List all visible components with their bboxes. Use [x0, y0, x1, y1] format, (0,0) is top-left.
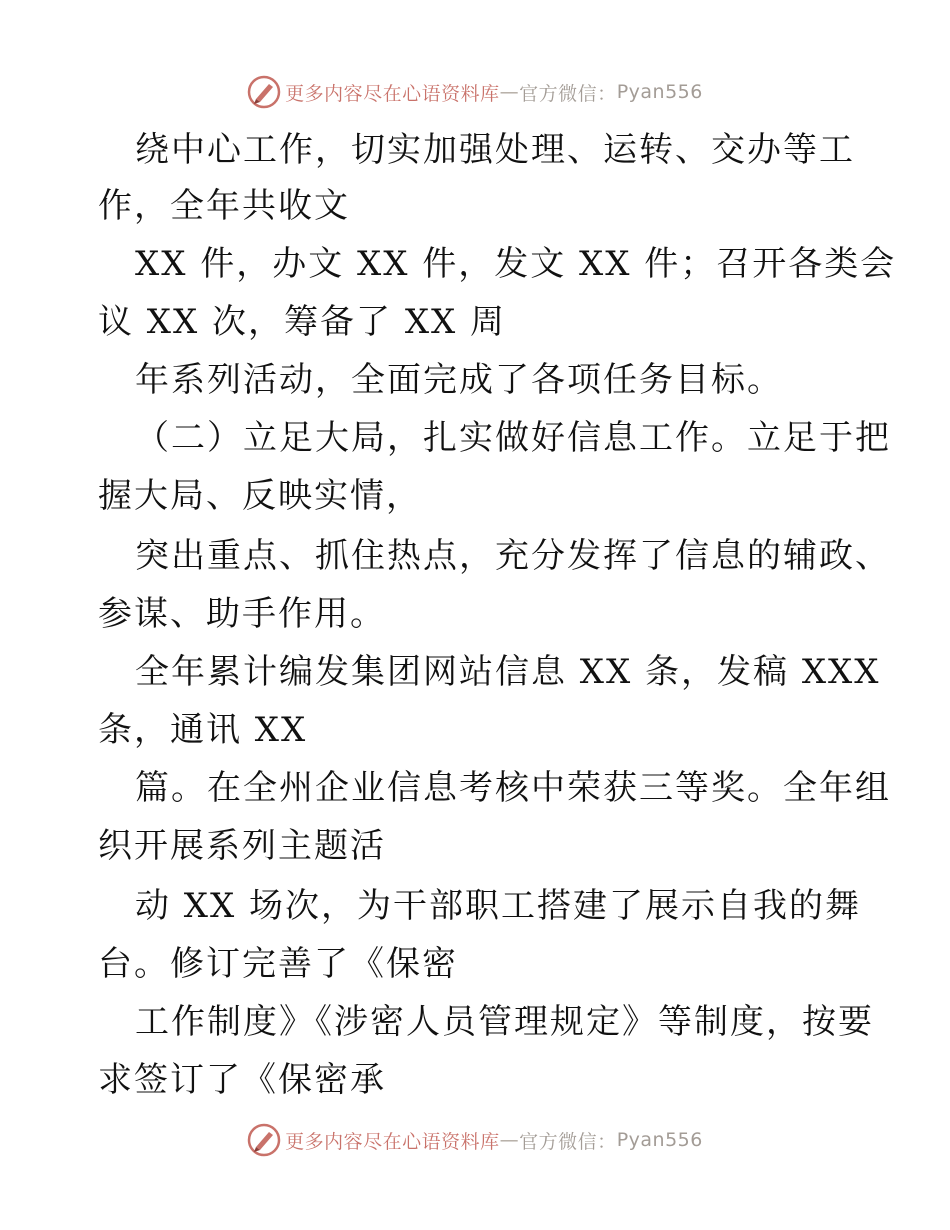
header-watermark	[0, 72, 950, 112]
body-line: XX 件，办文 XX 件，发文 XX 件；召开各类会	[135, 244, 897, 284]
body-line: 织开展系列主题活	[98, 826, 386, 866]
body-line: （二）立足大局，扎实做好信息工作。立足于把	[135, 418, 891, 458]
body-line: 议 XX 次，筹备了 XX 周	[98, 302, 507, 342]
body-line: 全年累计编发集团网站信息 XX 条，发稿 XXX	[135, 652, 881, 692]
body-line: 绕中心工作，切实加强处理、运转、交办等工	[135, 130, 855, 170]
body-line: 求签订了《保密承	[98, 1060, 386, 1100]
watermark-dash: —	[499, 1129, 520, 1151]
watermark-site-name: 更多内容尽在心语资料库	[285, 1130, 500, 1153]
body-line: 握大局、反映实情，	[98, 476, 422, 516]
watermark-wechat-id: Pyan556	[616, 1129, 703, 1151]
body-line: 突出重点、抓住热点，充分发挥了信息的辅政、	[135, 536, 891, 576]
body-line: 作，全年共收文	[98, 186, 350, 226]
watermark-official-label: 官方微信：	[519, 1130, 617, 1153]
watermark-dash: —	[499, 81, 520, 103]
body-line: 工作制度》《涉密人员管理规定》等制度，按要	[135, 1002, 874, 1042]
body-line: 篇。在全州企业信息考核中荣获三等奖。全年组	[135, 768, 891, 808]
watermark-site-name: 更多内容尽在心语资料库	[285, 82, 500, 105]
watermark-wechat-id: Pyan556	[616, 81, 703, 103]
body-line: 动 XX 场次，为干部职工搭建了展示自我的舞	[135, 886, 862, 926]
footer-watermark	[0, 1120, 950, 1160]
body-line: 条，通讯 XX	[98, 710, 308, 750]
pen-logo-icon	[247, 75, 281, 109]
body-line: 参谋、助手作用。	[98, 594, 386, 634]
watermark-official-label: 官方微信：	[519, 82, 617, 105]
pen-logo-icon	[247, 1123, 281, 1157]
body-line: 台。修订完善了《保密	[98, 944, 458, 984]
body-line: 年系列活动，全面完成了各项任务目标。	[135, 360, 783, 400]
